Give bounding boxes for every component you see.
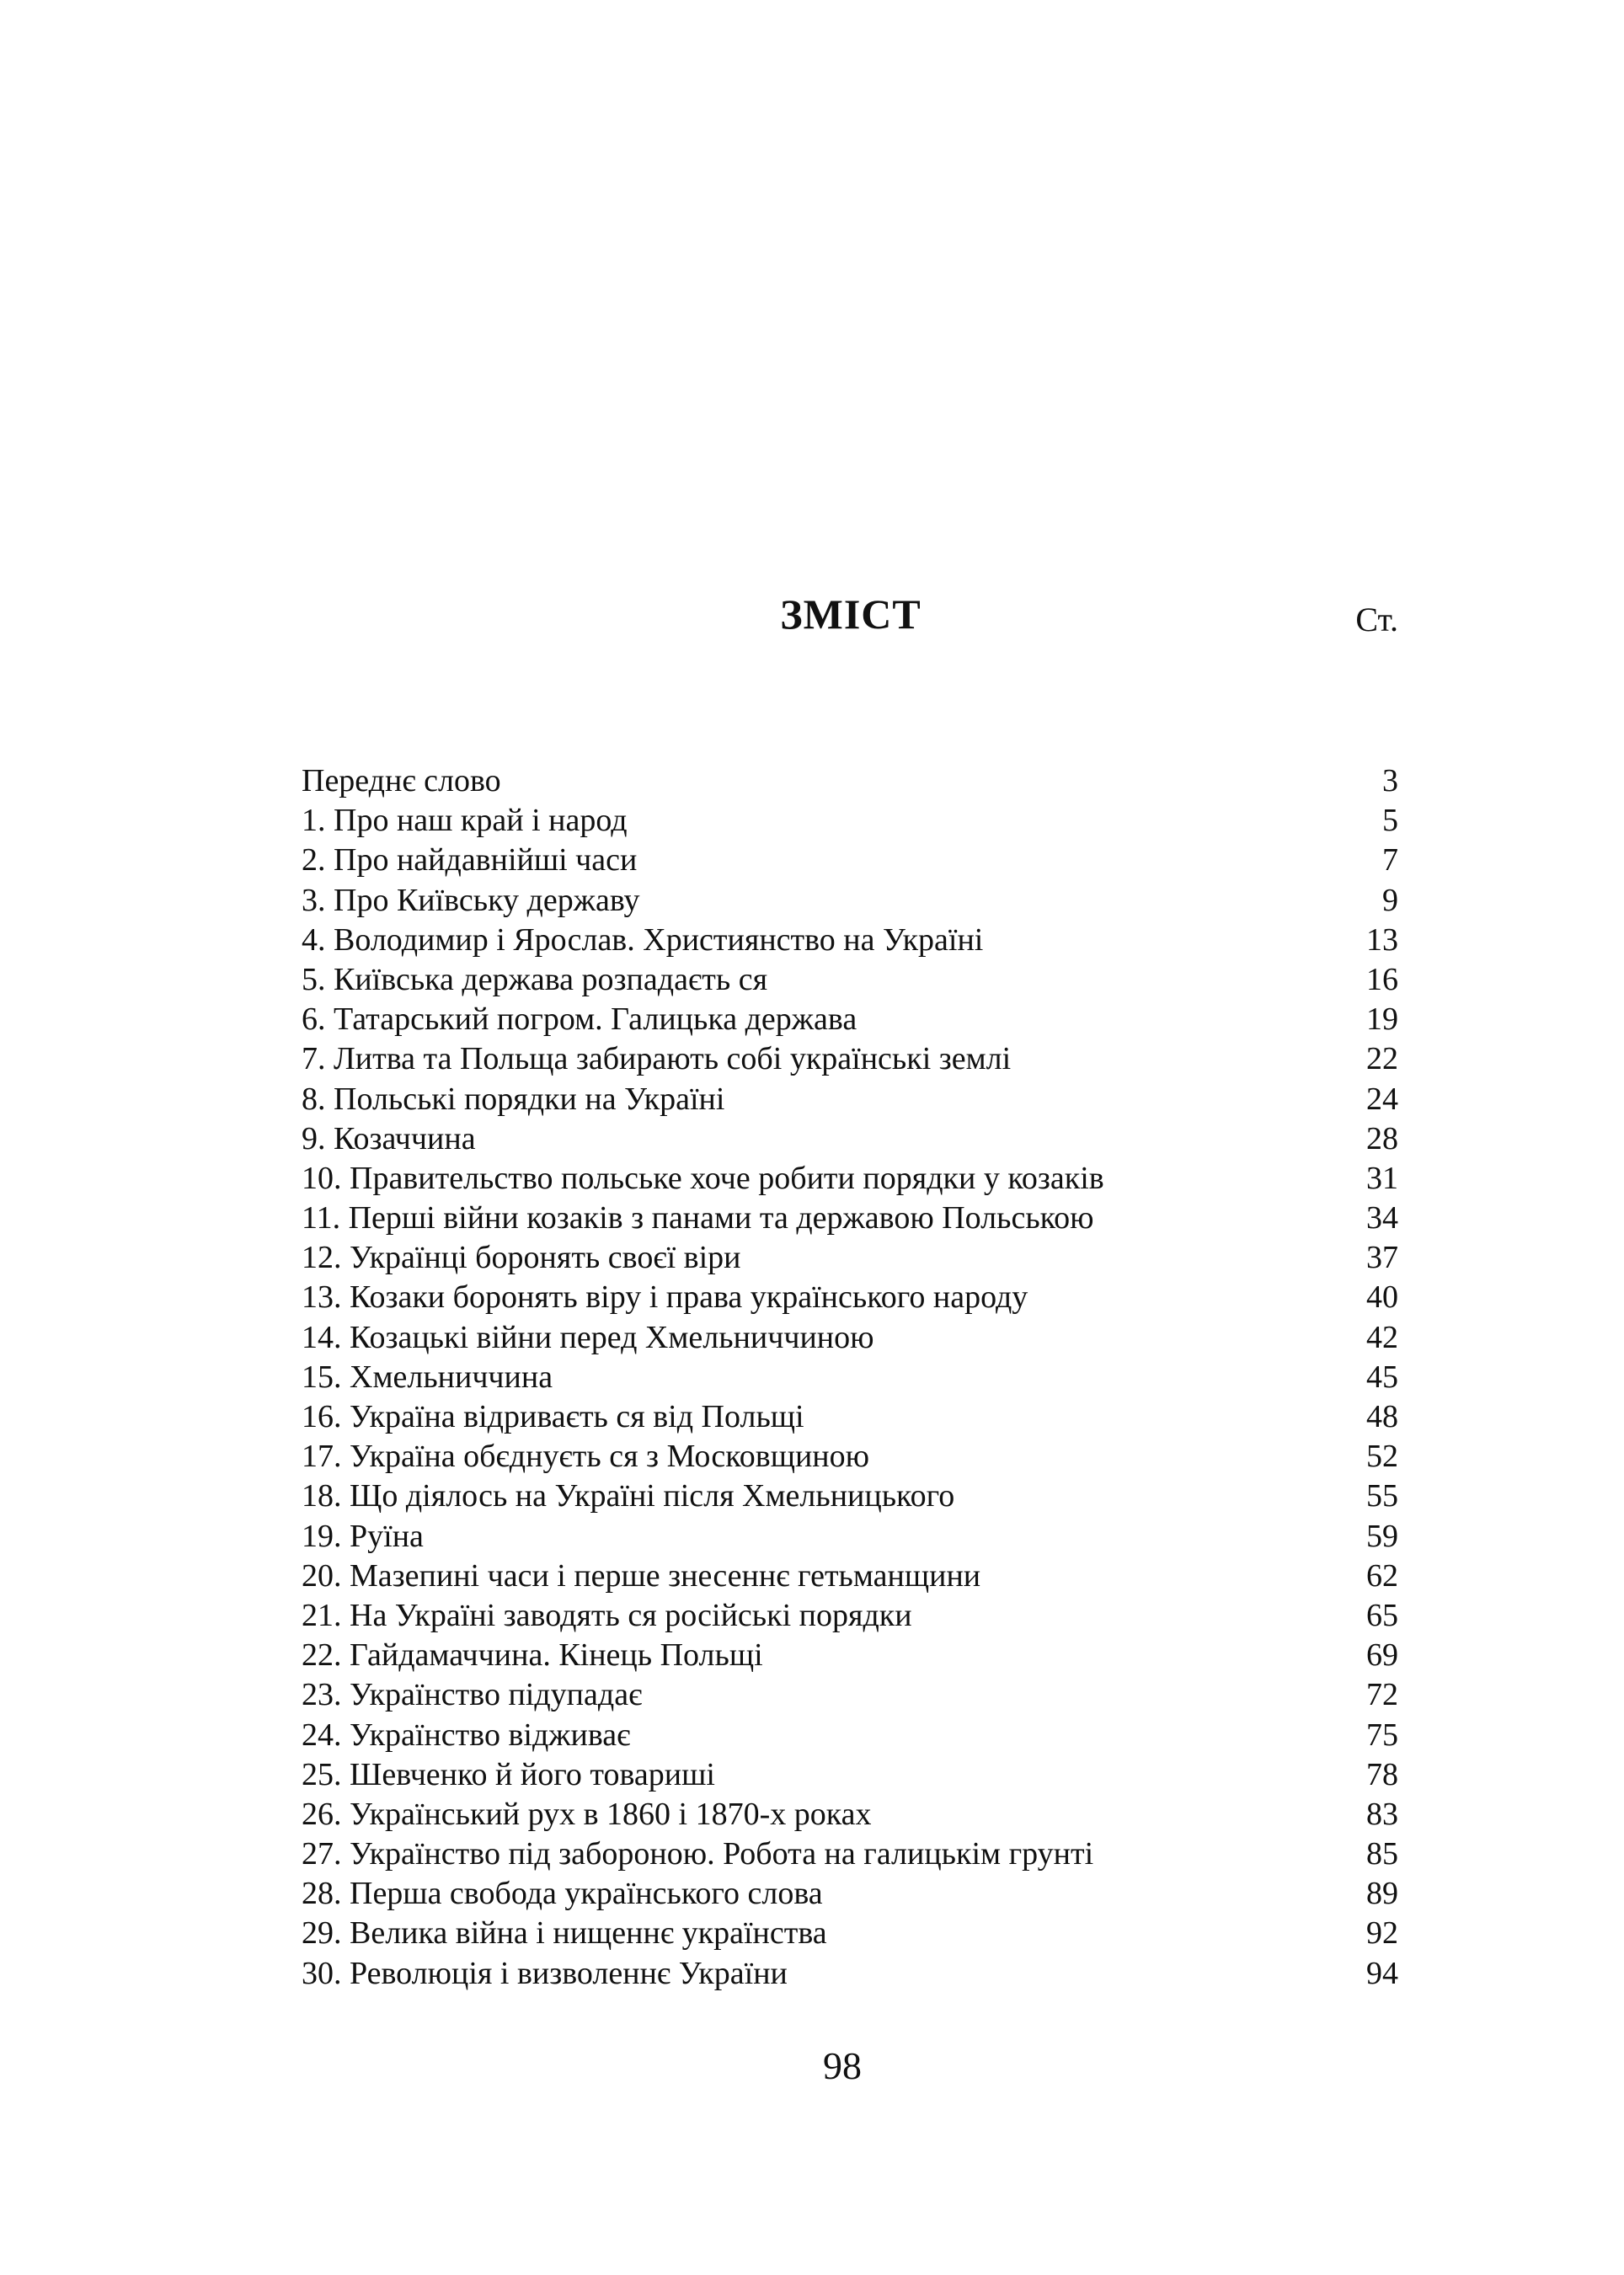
page-column-label: Ст. [1355,601,1398,638]
toc-entry-page: 5 [1382,803,1398,839]
toc-row [302,1517,1398,1557]
toc-entry-page: 65 [1366,1597,1398,1633]
toc-row [302,1199,1398,1238]
toc-heading [0,590,1624,657]
toc-row [302,1039,1398,1079]
toc-entry-title: 9. Козаччина [302,1120,476,1156]
toc-row [302,1437,1398,1477]
toc-entry-page: 78 [1366,1756,1398,1792]
toc-row [302,1477,1398,1516]
toc-entry-title: 11. Перші війни козаків з панами та державою Польською [302,1200,1094,1236]
toc-row [302,1358,1398,1397]
toc-entry-title: 18. Що діялось на Україні після Хмельницького [302,1478,955,1514]
toc-entry-title: 26. Український рух в 1860 і 1870-х роках [302,1796,872,1832]
toc-entry-title: 23. Українство підупадає [302,1677,643,1713]
toc-row [302,1675,1398,1715]
toc-row [302,1636,1398,1675]
toc-entry-title: 25. Шевченко й його товариші [302,1756,715,1792]
toc-entry-title: 21. На Україні заводять ся російські порядки [302,1597,912,1633]
toc-row [302,1000,1398,1039]
page-number: 98 [823,2044,862,2087]
toc-entry-page: 22 [1366,1041,1398,1077]
toc-entry-title: 28. Перша свобода українського слова [302,1876,823,1912]
toc-row [302,1716,1398,1755]
toc-row [302,881,1398,921]
toc-entry-page: 28 [1366,1120,1398,1156]
toc-entry-page: 94 [1366,1955,1398,1991]
toc-entry-page: 16 [1366,961,1398,997]
toc-entry-page: 7 [1382,842,1398,878]
toc-entry-page: 13 [1366,921,1398,958]
toc-entry-page: 19 [1366,1001,1398,1038]
toc-entry-title: 19. Руїна [302,1518,424,1554]
toc-row [302,1596,1398,1636]
toc-entry-title: 14. Козацькі війни перед Хмельниччиною [302,1319,874,1355]
toc-row [302,1557,1398,1596]
toc-entry-title: 5. Київська держава розпадаєть ся [302,961,768,997]
toc-entry-page: 59 [1366,1518,1398,1554]
toc-entry-title: 1. Про наш край і народ [302,803,628,839]
toc-row [302,1278,1398,1317]
toc-entry-title: 12. Українці боронять своєї віри [302,1240,741,1276]
toc-entry-title: 17. Україна обєднуєть ся з Московщиною [302,1439,870,1475]
toc-entry-page: 52 [1366,1439,1398,1475]
toc-entry-title: 16. Україна відриваєть ся від Польщі [302,1399,804,1434]
toc-row [302,761,1398,801]
toc-row [302,1397,1398,1437]
toc-entry-title: Переднє слово [302,763,501,798]
toc-entry-title: 24. Українство відживає [302,1717,631,1753]
toc-row [302,801,1398,841]
toc-entry-page: 48 [1366,1399,1398,1434]
toc-entry-title: 15. Хмельниччина [302,1359,553,1395]
toc-entry-page: 83 [1366,1796,1398,1832]
toc-row [302,1238,1398,1278]
toc-row [302,1834,1398,1874]
toc-row [302,1119,1398,1159]
toc-row [302,1755,1398,1795]
toc-row [302,841,1398,880]
toc-row [302,1795,1398,1834]
toc-entry-title: 10. Правительство польське хоче робити порядки у козаків [302,1160,1104,1196]
toc-entry-title: 3. Про Київську державу [302,882,640,918]
toc-entry-page: 42 [1366,1319,1398,1355]
toc-entry-title: 4. Володимир і Ярослав. Християнство на Україні [302,921,984,958]
toc-entry-title: 29. Велика війна і нищеннє українства [302,1915,827,1952]
toc-entry-page: 92 [1366,1915,1398,1952]
toc-entry-page: 55 [1366,1478,1398,1514]
toc-entry-page: 85 [1366,1836,1398,1872]
toc-entry-page: 89 [1366,1876,1398,1912]
toc-entry-title: 22. Гайдамаччина. Кінець Польщі [302,1637,763,1674]
toc-row [302,921,1398,960]
toc-entry-title: 8. Польські порядки на Україні [302,1081,725,1117]
toc-row [302,960,1398,1000]
toc-row [302,1954,1398,1994]
toc-entry-page: 24 [1366,1081,1398,1117]
toc-entry-title: 27. Українство під забороною. Робота на галицькім грунті [302,1836,1094,1872]
toc-row [302,1914,1398,1953]
toc-entry-title: 20. Мазепині часи і перше знесеннє гетьманщини [302,1557,981,1594]
toc-row [302,1318,1398,1358]
toc-entry-page: 37 [1366,1240,1398,1276]
toc-entry-page: 69 [1366,1637,1398,1674]
toc-entry-page: 34 [1366,1200,1398,1236]
toc-entry-page: 40 [1366,1279,1398,1316]
toc-row [302,1159,1398,1199]
toc-entry-title: 13. Козаки боронять віру і права українського народу [302,1279,1028,1316]
toc-entry-title: 30. Революція і визволеннє України [302,1955,788,1991]
toc-row [302,1080,1398,1119]
toc-entry-page: 31 [1366,1160,1398,1196]
table-of-contents [302,761,1398,1994]
toc-entry-title: 7. Литва та Польща забирають собі українські землі [302,1041,1012,1077]
toc-row [302,1874,1398,1914]
toc-entry-page: 9 [1382,882,1398,918]
toc-entry-page: 3 [1382,763,1398,798]
toc-entry-page: 62 [1366,1557,1398,1594]
toc-entry-title: 6. Татарський погром. Галицька держава [302,1001,857,1038]
toc-entry-title: 2. Про найдавнійші часи [302,842,638,878]
page-title: ЗМІСТ [780,590,922,638]
toc-entry-page: 75 [1366,1717,1398,1753]
toc-entry-page: 72 [1366,1677,1398,1713]
toc-entry-page: 45 [1366,1359,1398,1395]
